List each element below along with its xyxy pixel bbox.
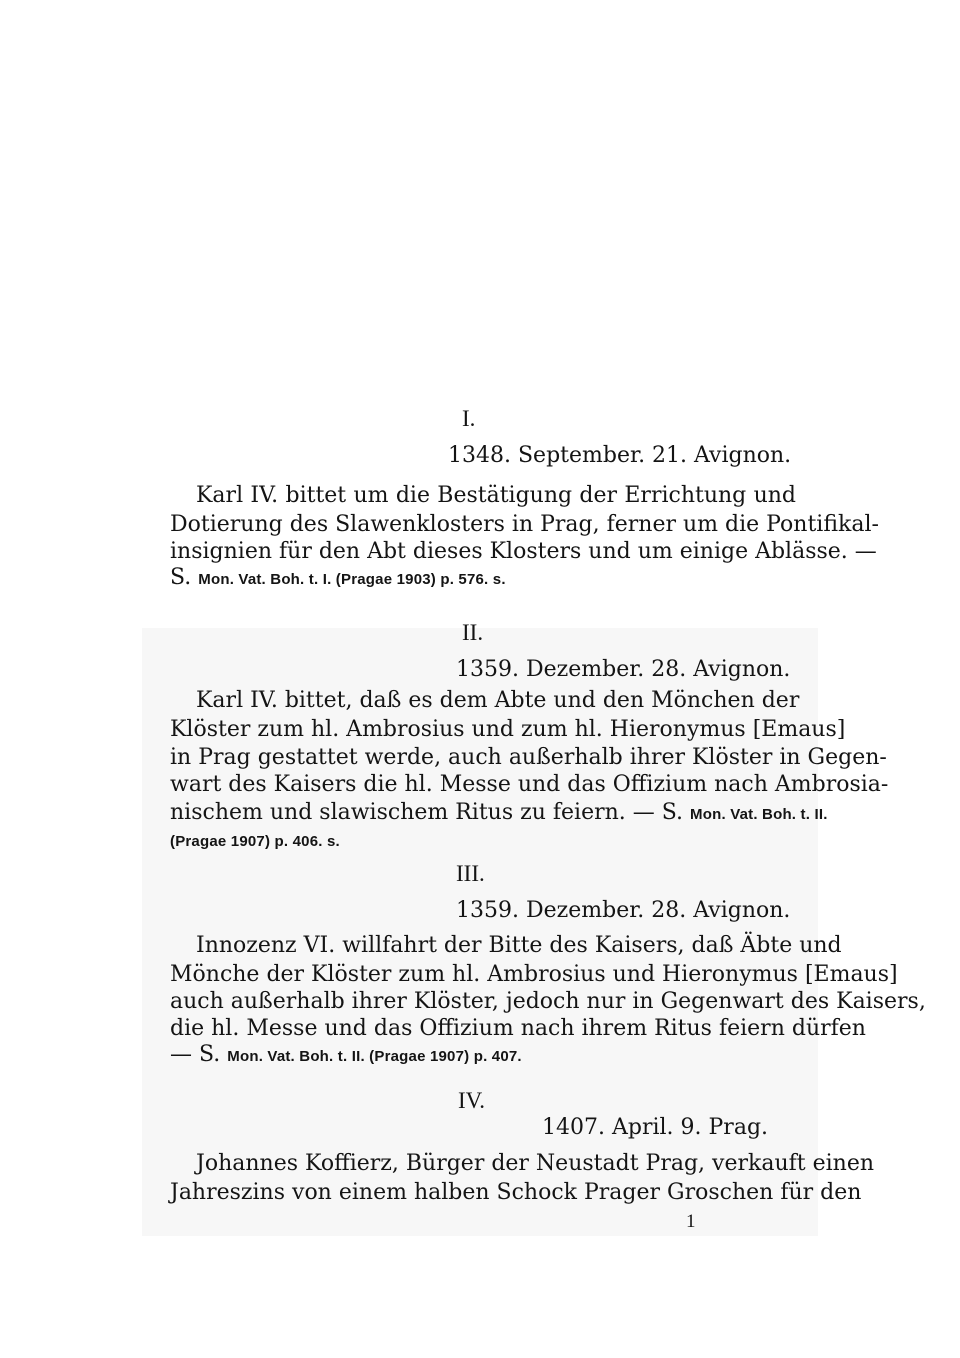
source-citation: Mon. Vat. Boh. t. II. (Pragae 1907) p. 407. [227, 1048, 522, 1065]
entry-text-line: Mönche der Klöster zum hl. Ambrosius und Hieronymus [Emaus] [170, 962, 898, 987]
entry-text-line: wart des Kaisers die hl. Messe und das Offizium nach Ambrosia- [170, 772, 889, 797]
entry-text-line: in Prag gestattet werde, auch außerhalb ihrer Klöster in Gegen- [170, 745, 887, 770]
entry-numeral: I. [462, 406, 476, 431]
entry-text-line: Dotierung des Slawenklosters in Prag, ferner um die Pontifikal- [170, 512, 879, 537]
entry-text-line: Jahreszins von einem halben Schock Prager Groschen für den [170, 1180, 862, 1205]
entry-text-line: die hl. Messe und das Offizium nach ihrem Ritus feiern dürfen [170, 1016, 866, 1041]
source-citation: (Pragae 1907) p. 406. s. [170, 833, 340, 850]
entry-dateline: 1359. Dezember. 28. Avignon. [456, 657, 791, 682]
entry-text-line: Karl IV. bittet um die Bestätigung der Errichtung und [196, 483, 796, 508]
entry-numeral: II. [462, 620, 484, 645]
entry-numeral: IV. [458, 1088, 486, 1113]
source-citation: Mon. Vat. Boh. t. II. [690, 806, 828, 823]
entry-dateline: 1359. Dezember. 28. Avignon. [456, 898, 791, 923]
entry-text-line: Karl IV. bittet, daß es dem Abte und den Mönchen der [196, 688, 800, 713]
entry-text-line: Johannes Koffierz, Bürger der Neustadt Prag, verkauft einen [196, 1151, 875, 1176]
source-prefix: S. [170, 565, 192, 590]
entry-source-line [170, 564, 796, 593]
entry-text-run: nischem und slawischem Ritus zu feiern. — S. [170, 800, 684, 825]
entry-dateline: 1348. September. 21. Avignon. [448, 443, 792, 468]
entry-text-line [170, 799, 828, 828]
entry-source-line [170, 826, 796, 855]
entry-text-line: Innozenz VI. willfahrt der Bitte des Kaisers, daß Äbte und [196, 933, 842, 958]
source-prefix: — S. [170, 1042, 221, 1067]
entry-numeral: III. [456, 861, 485, 886]
entry-text-line: Klöster zum hl. Ambrosius und zum hl. Hieronymus [Emaus] [170, 717, 846, 742]
source-citation: Mon. Vat. Boh. t. I. (Pragae 1903) p. 576. s. [198, 571, 506, 588]
entry-dateline: 1407. April. 9. Prag. [542, 1115, 769, 1140]
entry-text-line: insignien für den Abt dieses Klosters und um einige Ablässe. — [170, 539, 877, 564]
entry-source-line [170, 1041, 796, 1070]
entry-text-line: auch außerhalb ihrer Klöster, jedoch nur in Gegenwart des Kaisers, [170, 989, 926, 1014]
page-number: 1 [686, 1211, 696, 1232]
